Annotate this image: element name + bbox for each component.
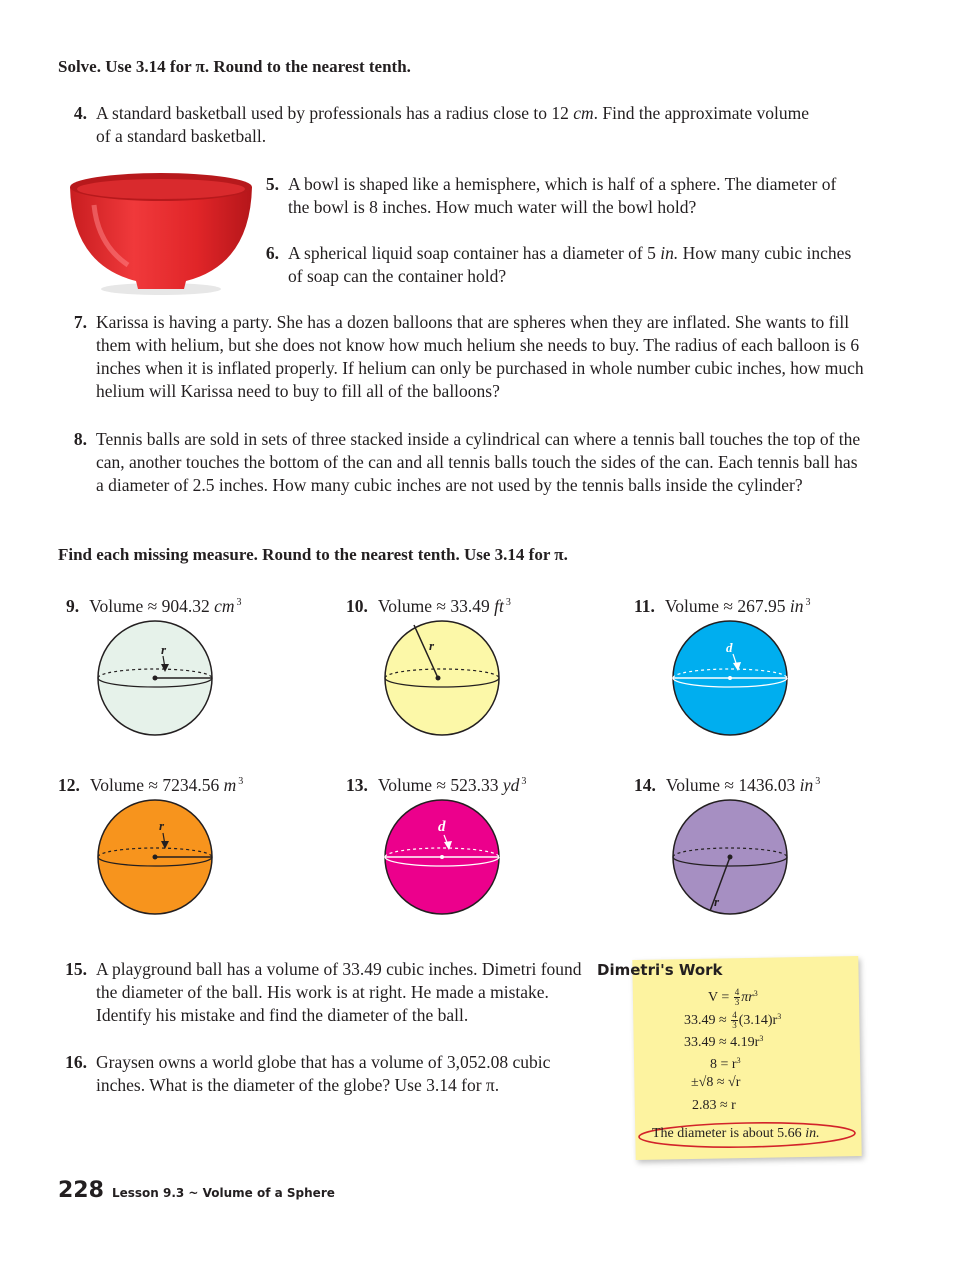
work-line-4: $8 = r^3$ [710, 1056, 741, 1072]
problem-number: 15. [65, 959, 87, 979]
problem-number: 5. [265, 174, 279, 194]
fraction-four-thirds: $\frac{4}{3}$ [734, 987, 740, 1008]
work-line-3: $33.49 \approx 4.19r^3$ [684, 1034, 764, 1050]
svg-text:d: d [726, 640, 733, 655]
lesson-title: Lesson 9.3 ~ Volume of a Sphere [111, 1186, 335, 1200]
sphere-diagram-12 [95, 797, 215, 917]
problem-text: Graysen owns a world globe that has a volume of 3,052.08 cubic inches. What is the diameter of the globe? Use 3.14 for π. [96, 1052, 551, 1095]
problem-7 [53, 311, 868, 403]
problem-text: A bowl is shaped like a hemisphere, which is half of a sphere. The diameter of the bowl is 8 inches. How much water will the bowl hold? [288, 174, 837, 217]
problem-6 [245, 242, 860, 288]
sphere-problem-11-label: 11. Volume ≈ 267.95 in $^3$ [634, 596, 811, 616]
svg-text:r: r [429, 638, 435, 653]
problem-15 [53, 958, 583, 1027]
sphere-diagram-14 [670, 797, 790, 917]
problem-number: 4. [73, 103, 87, 123]
svg-text:d: d [438, 819, 446, 835]
svg-text:r: r [714, 894, 720, 909]
work-line-5: ±√8 ≈ √r [691, 1075, 741, 1090]
sphere-problem-13-label: 13. Volume ≈ 523.33 yd $^3$ [346, 775, 527, 795]
page-footer [58, 1179, 335, 1205]
sphere-diagram-11 [670, 618, 790, 738]
work-line-6: 2.83 ≈ r [692, 1098, 736, 1113]
sphere-diagram-10 [382, 618, 502, 738]
svg-text:r: r [159, 818, 165, 833]
sphere-problem-9-label: 9. Volume ≈ 904.32 cm $^3$ [66, 596, 242, 616]
problem-text: A standard basketball used by professionals has a radius close to 12 cm. Find the approximate volume of a standard basketball. [96, 103, 809, 146]
fraction-four-thirds: $\frac{4}{3}$ [732, 1010, 737, 1031]
svg-text:r: r [161, 642, 167, 657]
section-heading-solve: Solve. Use 3.14 for π. Round to the nearest tenth. [58, 57, 411, 76]
sphere-problem-12-label: 12. Volume ≈ 7234.56 m $^3$ [58, 775, 244, 795]
dimetri-work-title: Dimetri's Work [597, 961, 723, 979]
problem-8 [53, 428, 868, 497]
problem-text: Karissa is having a party. She has a dozen balloons that are spheres when they are inflated. She wants to fill them with helium, but she does not know how much helium she needs to buy. The radius of each balloon is 6 inches when it is inflated properly. If helium can only be purchased in whole number cubic inches, how much helium will Karissa need to buy to fill all of the balloons? [96, 312, 864, 401]
work-line-1: V = $\frac{4}{3}$ $\pi r^3$ [708, 987, 758, 1008]
work-line-2: 33.49 ≈ $\frac{4}{3}$ $(3.14)r^3$ [684, 1010, 782, 1031]
problem-number: 6. [265, 243, 279, 263]
red-bowl-image [66, 165, 256, 295]
sphere-diagram-13 [382, 797, 502, 917]
problem-16 [53, 1051, 583, 1097]
problem-text: A spherical liquid soap container has a diameter of 5 in. How many cubic inches of soap can the container hold? [288, 243, 852, 286]
page-number: 228 [58, 1178, 104, 1203]
sphere-problem-10-label: 10. Volume ≈ 33.49 ft $^3$ [346, 596, 511, 616]
section-heading-missing-measure: Find each missing measure. Round to the nearest tenth. Use 3.14 for π. [58, 545, 568, 564]
problem-text: A playground ball has a volume of 33.49 cubic inches. Dimetri found the diameter of the ball. His work is at right. He made a mistake. Identify his mistake and find the diameter of the ball. [96, 959, 582, 1025]
sphere-diagram-9 [95, 618, 215, 738]
work-conclusion: The diameter is about 5.66 in. [652, 1126, 820, 1141]
problem-number: 8. [73, 429, 87, 449]
problem-number: 16. [65, 1052, 87, 1072]
problem-number: 7. [73, 312, 87, 332]
problem-text: Tennis balls are sold in sets of three stacked inside a cylindrical can where a tennis ball touches the top of the can, another touches the bottom of the can and all tennis balls touch the sides of the can. Each tennis ball has a diameter of 2.5 inches. How many cubic inches are not used by the tennis balls inside the cylinder? [96, 429, 861, 495]
sphere-problem-14-label: 14. Volume ≈ 1436.03 in $^3$ [634, 775, 821, 795]
problem-5 [245, 173, 860, 219]
problem-4 [53, 102, 813, 148]
